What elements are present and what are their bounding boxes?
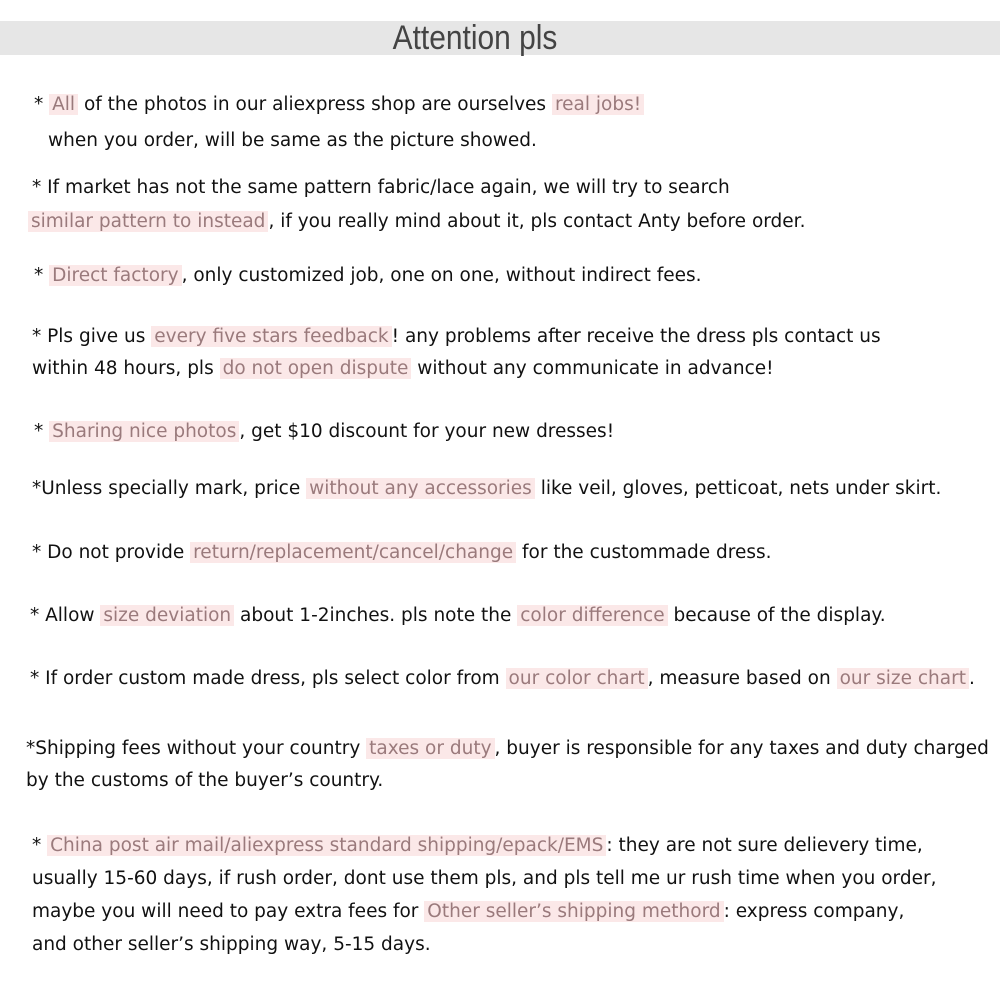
highlighted-text: Other seller’s shipping methord: [424, 901, 723, 922]
notice-text: without any communicate in advance!: [411, 358, 774, 379]
page-title: Attention pls: [392, 19, 558, 57]
notice-text: * Do not provide: [32, 542, 191, 563]
notice-line: [32, 900, 952, 924]
highlighted-text: our size chart: [837, 668, 969, 689]
notice-line: [32, 357, 802, 381]
notice-line: [32, 541, 832, 565]
notice-text: *: [32, 835, 48, 856]
highlighted-text: return/replacement/cancel/change: [190, 542, 516, 563]
notice-line: [34, 420, 684, 444]
notice-text: within 48 hours, pls: [32, 358, 220, 379]
notice-text: , if you really mind about it, pls contact Anty before order.: [268, 211, 806, 232]
notice-text: , measure based on: [647, 668, 837, 689]
notice-text: * Pls give us: [32, 326, 152, 347]
notice-text: by the customs of the buyer’s country.: [26, 770, 384, 791]
highlighted-text: every five stars feedback: [151, 326, 391, 347]
highlighted-text: Sharing nice photos: [49, 421, 239, 442]
notice-text: like veil, gloves, petticoat, nets under skirt.: [534, 478, 942, 499]
notice-text: , get $10 discount for your new dresses!: [239, 421, 615, 442]
notice-text: * Allow: [30, 605, 101, 626]
notice-line: [34, 93, 754, 117]
notice-text: when you order, will be same as the picture showed.: [48, 130, 537, 151]
notice-text: : express company,: [723, 901, 905, 922]
highlighted-text: China post air mail/aliexpress standard shipping/epack/EMS: [47, 835, 606, 856]
notice-line: [48, 129, 668, 153]
notice-text: , buyer is responsible for any taxes and duty charged: [494, 738, 989, 759]
notice-line: [34, 264, 784, 288]
notice-text: for the custommade dress.: [516, 542, 772, 563]
notice-text: , only customized job, one on one, without indirect fees.: [181, 265, 702, 286]
notice-line: [32, 933, 462, 957]
notice-line: [32, 477, 972, 501]
notice-text: * If market has not the same pattern fabric/lace again, we will try to search: [32, 177, 730, 198]
notice-text: ! any problems after receive the dress pls contact us: [391, 326, 881, 347]
notice-line: [32, 834, 982, 858]
notice-line: [32, 176, 812, 200]
notice-text: of the photos in our aliexpress shop are ourselves: [78, 94, 552, 115]
highlighted-text: Direct factory: [49, 265, 181, 286]
highlighted-text: real jobs!: [552, 94, 644, 115]
notice-text: maybe you will need to pay extra fees for: [32, 901, 425, 922]
highlighted-text: similar pattern to instead: [28, 211, 268, 232]
notice-text: : they are not sure delievery time,: [606, 835, 923, 856]
highlighted-text: All: [49, 94, 78, 115]
notice-line: [30, 604, 930, 628]
notice-text: * If order custom made dress, pls select color from: [30, 668, 506, 689]
notice-line: [32, 867, 992, 891]
notice-text: *Unless specially mark, price: [32, 478, 307, 499]
notice-line: [30, 667, 995, 691]
notice-text: about 1-2inches. pls note the: [234, 605, 518, 626]
highlighted-text: our color chart: [506, 668, 648, 689]
notice-text: because of the display.: [667, 605, 886, 626]
notice-text: usually 15-60 days, if rush order, dont use them pls, and pls tell me ur rush time when you order,: [32, 868, 937, 889]
notice-line: [28, 210, 908, 234]
highlighted-text: taxes or duty: [366, 738, 494, 759]
notice-line: [32, 325, 912, 349]
notice-text: *: [34, 265, 50, 286]
notice-line: [26, 737, 996, 761]
notice-text: and other seller’s shipping way, 5-15 days.: [32, 934, 431, 955]
highlighted-text: without any accessories: [306, 478, 535, 499]
notice-text: *: [34, 94, 50, 115]
notice-line: [26, 769, 426, 793]
notice-text: *Shipping fees without your country: [26, 738, 367, 759]
highlighted-text: color difference: [517, 605, 667, 626]
highlighted-text: do not open dispute: [220, 358, 412, 379]
notice-text: *: [34, 421, 50, 442]
highlighted-text: size deviation: [100, 605, 234, 626]
notice-text: .: [968, 668, 975, 689]
